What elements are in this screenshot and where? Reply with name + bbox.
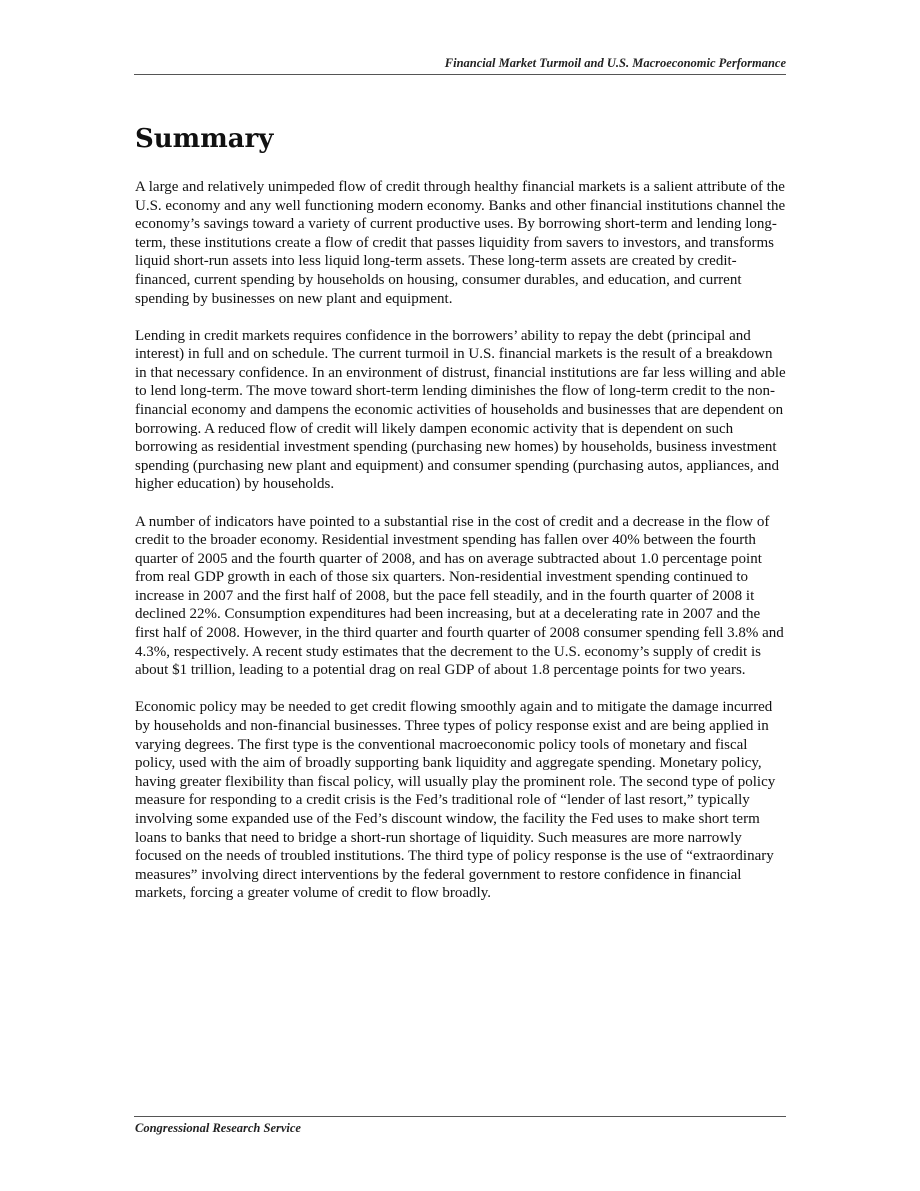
paragraph: A large and relatively unimpeded flow of credit through healthy financial markets is a salient attribute of the U.S. economy and any well functioning modern economy. Banks and other financial institutions channel the economy’s savings toward a variety of current productive uses. By borrowing short-term and lending long-term, these institutions create a flow of credit that passes liquidity from savers to investors, and transforms liquid short-run assets into less liquid long-term assets. These long-term assets are created by credit-financed, current spending by households on housing, consumer durables, and education, and current spending by businesses on new plant and equipment. [135,179,786,307]
header-divider [134,74,786,75]
paragraph: Economic policy may be needed to get credit flowing smoothly again and to mitigate the damage incurred by households and non-financial businesses. Three types of policy response exist and are being applied in varying degrees. The first type is the conventional macroeconomic policy tools of monetary and fiscal policy, used with the aim of broadly supporting bank liquidity and aggregate spending. Monetary policy, having greater flexibility than fiscal policy, will usually play the prominent role. The second type of policy measure for responding to a credit crisis is the Fed’s traditional role of “lender of last resort,” typically involving some expanded use of the Fed’s discount window, the facility the Fed uses to make short term loans to banks that need to bridge a short-run shortage of liquidity. Such measures are more narrowly focused on the needs of troubled institutions. The third type of policy response is the use of “extraordinary measures” involving direct interventions by the federal government to restore confidence in financial markets, forcing a greater volume of credit to flow broadly. [135,699,776,902]
section-title: Summary [135,124,274,154]
paragraph: Lending in credit markets requires confidence in the borrowers’ ability to repay the debt (principal and interest) in full and on schedule. The current turmoil in U.S. financial markets is the result of a breakdown in that necessary confidence. In an environment of distrust, financial institutions are far less willing and able to lend long-term. The move toward short-term lending diminishes the flow of long-term credit to the non-financial economy and dampens the economic activities of households and businesses that are dependent on borrowing. A reduced flow of credit will likely dampen economic activity that is dependent on such borrowing as residential investment spending (purchasing new homes) by households, business investment spending (purchasing new plant and equipment) and consumer spending (purchasing autos, appliances, and higher education) by households. [135,327,786,493]
running-footer: Congressional Research Service [135,1121,301,1135]
running-header: Financial Market Turmoil and U.S. Macroeconomic Performance [444,56,786,70]
footer-divider [134,1116,786,1117]
summary-body [135,178,787,921]
paragraph: A number of indicators have pointed to a substantial rise in the cost of credit and a decrease in the flow of credit to the broader economy. Residential investment spending has fallen over 40% between the fourth quarter of 2005 and the fourth quarter of 2008, and has on average subtracted about 1.0 percentage point from real GDP growth in each of those six quarters. Non-residential investment spending continued to increase in 2007 and the first half of 2008, but the pace fell steadily, and in the fourth quarter of 2008 it declined 22%. Consumption expenditures had been increasing, but at a decelerating rate in 2007 and the first half of 2008. However, in the third quarter and fourth quarter of 2008 consumer spending fell 3.8% and 4.3%, respectively. A recent study estimates that the decrement to the U.S. economy’s supply of credit is about $1 trillion, leading to a potential drag on real GDP of about 1.8 percentage points for two years. [135,513,784,679]
